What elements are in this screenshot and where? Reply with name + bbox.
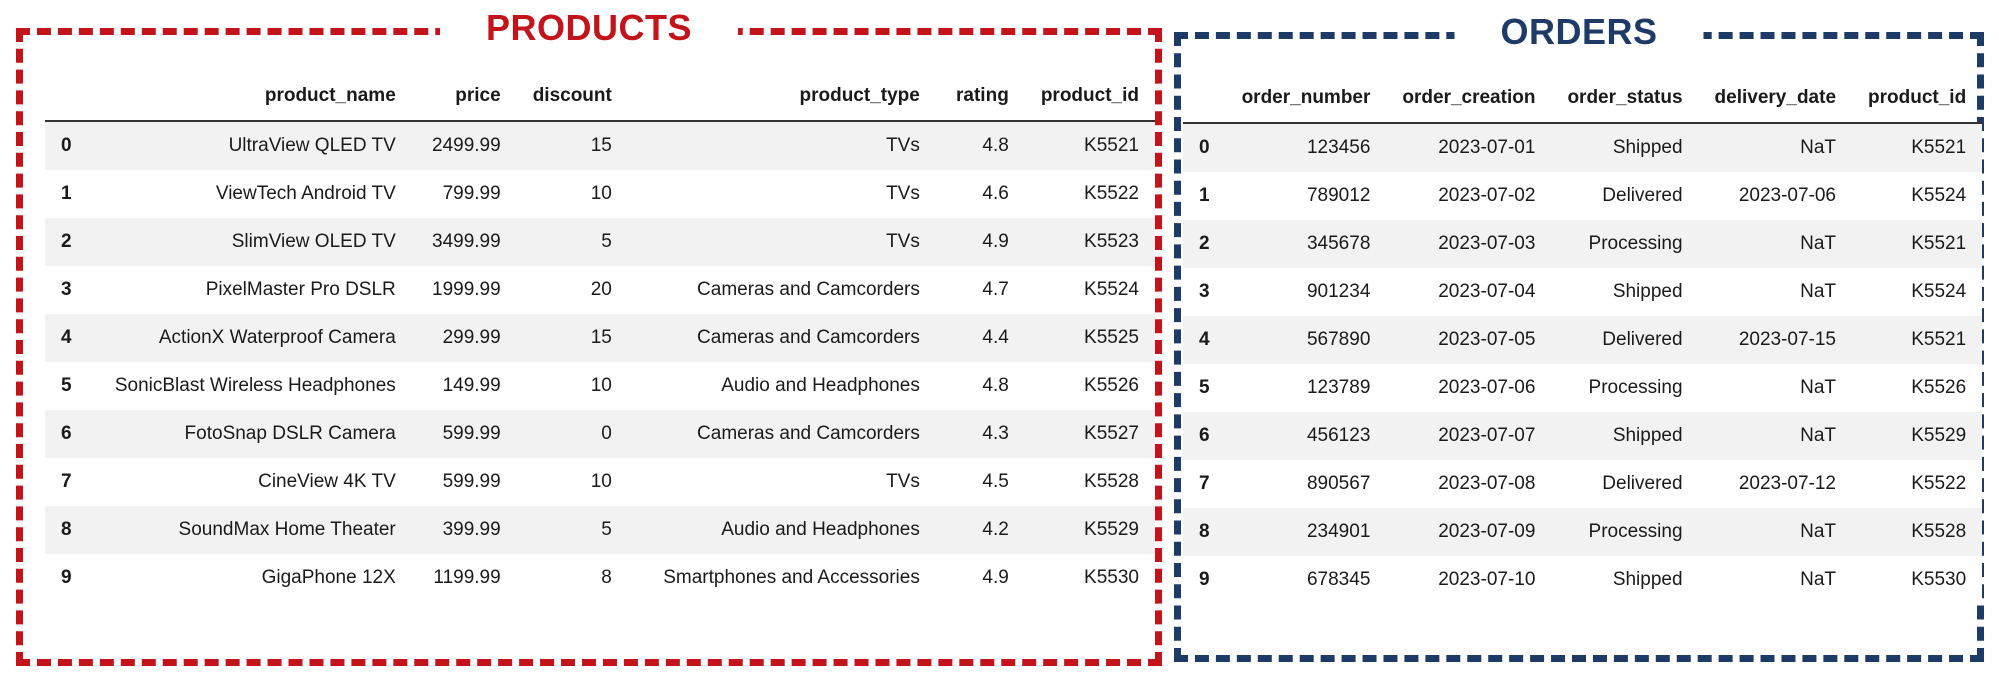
product_id-cell: K5527 xyxy=(1084,423,1139,444)
product_id-cell: K5528 xyxy=(1911,521,1967,542)
rating-cell: 4.8 xyxy=(982,375,1009,396)
product_id-cell: K5522 xyxy=(1084,183,1139,204)
delivery_date-cell: NaT xyxy=(1800,233,1837,254)
delivery_date-cell: NaT xyxy=(1800,137,1837,158)
order_status-cell: Delivered xyxy=(1602,329,1683,350)
product_id-cell: K5521 xyxy=(1911,137,1967,158)
products-panel-title: PRODUCTS xyxy=(440,7,738,49)
product_name-cell: PixelMaster Pro DSLR xyxy=(205,279,396,300)
discount-cell: 15 xyxy=(590,135,612,156)
product_type-cell: Audio and Headphones xyxy=(721,375,920,396)
order_status-cell: Delivered xyxy=(1602,185,1683,206)
discount-cell: 10 xyxy=(590,183,612,204)
price-cell: 799.99 xyxy=(442,183,501,204)
product_id-cell: K5526 xyxy=(1084,375,1139,396)
table-row xyxy=(1183,460,1982,508)
delivery_date-cell: 2023-07-15 xyxy=(1738,329,1837,350)
products-table xyxy=(45,75,1155,602)
product_id-cell: K5521 xyxy=(1911,233,1967,254)
price-cell: 3499.99 xyxy=(432,231,501,252)
product_type-cell: TVs xyxy=(886,183,920,204)
row-index: 5 xyxy=(61,375,72,396)
rating-cell: 4.9 xyxy=(982,231,1009,252)
order_status-cell: Delivered xyxy=(1602,473,1683,494)
row-index: 2 xyxy=(61,231,72,252)
row-index: 8 xyxy=(61,519,72,540)
order_creation-cell: 2023-07-06 xyxy=(1438,377,1536,398)
product_type-cell: TVs xyxy=(886,471,920,492)
order_status-cell: Processing xyxy=(1588,521,1683,542)
order_creation-cell: 2023-07-10 xyxy=(1438,569,1536,590)
table-row xyxy=(45,314,1155,362)
order_status-cell: Shipped xyxy=(1612,425,1683,446)
table-row xyxy=(45,170,1155,218)
row-index: 4 xyxy=(61,327,72,348)
table-row xyxy=(1183,172,1982,220)
table-row xyxy=(45,506,1155,554)
order_status-cell: Shipped xyxy=(1612,137,1683,158)
row-index: 9 xyxy=(61,567,72,588)
index-header xyxy=(1183,77,1226,123)
product_name-cell: GigaPhone 12X xyxy=(261,567,396,588)
header-row xyxy=(1183,77,1982,123)
product_type-cell: Cameras and Camcorders xyxy=(697,423,920,444)
order_creation-cell: 2023-07-03 xyxy=(1438,233,1536,254)
rating-cell: 4.9 xyxy=(982,567,1009,588)
price-cell: 2499.99 xyxy=(432,135,501,156)
row-index: 2 xyxy=(1199,233,1210,254)
row-index: 3 xyxy=(61,279,72,300)
product_id-cell: K5521 xyxy=(1084,135,1139,156)
table-row xyxy=(45,218,1155,266)
product_name-cell: UltraView QLED TV xyxy=(228,135,396,156)
price-cell: 399.99 xyxy=(442,519,501,540)
product_name-cell: ViewTech Android TV xyxy=(215,183,396,204)
product_type-cell: Cameras and Camcorders xyxy=(697,327,920,348)
row-index: 6 xyxy=(61,423,72,444)
table-row xyxy=(1183,508,1982,556)
rating-cell: 4.8 xyxy=(982,135,1009,156)
table-row xyxy=(45,410,1155,458)
row-index: 3 xyxy=(1199,281,1210,302)
table-row xyxy=(1183,556,1982,604)
column-header-product_name: product_name xyxy=(99,75,412,121)
table-row xyxy=(45,121,1155,170)
row-index: 9 xyxy=(1199,569,1210,590)
product_name-cell: SlimView OLED TV xyxy=(231,231,396,252)
table-row xyxy=(1183,220,1982,268)
product_type-cell: Cameras and Camcorders xyxy=(697,279,920,300)
table-row xyxy=(45,266,1155,314)
rating-cell: 4.6 xyxy=(982,183,1009,204)
product_name-cell: FotoSnap DSLR Camera xyxy=(184,423,396,444)
product_id-cell: K5524 xyxy=(1084,279,1139,300)
header-row xyxy=(45,75,1155,121)
orders-table xyxy=(1183,77,1982,604)
product_id-cell: K5523 xyxy=(1084,231,1139,252)
product_type-cell: Audio and Headphones xyxy=(721,519,920,540)
product_id-cell: K5524 xyxy=(1911,185,1967,206)
rating-cell: 4.4 xyxy=(982,327,1009,348)
column-header-order_number: order_number xyxy=(1226,77,1387,123)
row-index: 7 xyxy=(1199,473,1210,494)
order_number-cell: 456123 xyxy=(1306,425,1371,446)
row-index: 5 xyxy=(1199,377,1210,398)
order_creation-cell: 2023-07-09 xyxy=(1438,521,1536,542)
order_status-cell: Processing xyxy=(1588,377,1683,398)
discount-cell: 0 xyxy=(601,423,612,444)
order_number-cell: 234901 xyxy=(1306,521,1371,542)
delivery_date-cell: 2023-07-12 xyxy=(1738,473,1837,494)
product_id-cell: K5530 xyxy=(1084,567,1139,588)
price-cell: 1199.99 xyxy=(433,567,501,588)
order_number-cell: 123456 xyxy=(1306,137,1371,158)
discount-cell: 15 xyxy=(590,327,612,348)
column-header-product_id: product_id xyxy=(1852,77,1982,123)
order_creation-cell: 2023-07-04 xyxy=(1438,281,1536,302)
order_creation-cell: 2023-07-02 xyxy=(1438,185,1536,206)
row-index: 1 xyxy=(1199,185,1210,206)
discount-cell: 5 xyxy=(601,231,612,252)
order_status-cell: Shipped xyxy=(1612,281,1683,302)
products-panel xyxy=(16,7,1162,666)
discount-cell: 5 xyxy=(601,519,612,540)
row-index: 7 xyxy=(61,471,72,492)
product_id-cell: K5525 xyxy=(1084,327,1139,348)
row-index: 6 xyxy=(1199,425,1210,446)
order_creation-cell: 2023-07-05 xyxy=(1438,329,1536,350)
column-header-rating: rating xyxy=(936,75,1025,121)
order_status-cell: Processing xyxy=(1588,233,1683,254)
row-index: 0 xyxy=(1199,137,1210,158)
discount-cell: 8 xyxy=(601,567,612,588)
delivery_date-cell: NaT xyxy=(1800,377,1837,398)
delivery_date-cell: NaT xyxy=(1800,281,1837,302)
column-header-product_id: product_id xyxy=(1025,75,1155,121)
table-row xyxy=(45,458,1155,506)
product_name-cell: ActionX Waterproof Camera xyxy=(158,327,396,348)
price-cell: 1999.99 xyxy=(432,279,501,300)
order_number-cell: 901234 xyxy=(1306,281,1371,302)
product_type-cell: TVs xyxy=(886,231,920,252)
product_name-cell: SonicBlast Wireless Headphones xyxy=(114,375,396,396)
rating-cell: 4.7 xyxy=(982,279,1009,300)
table-row xyxy=(45,554,1155,602)
product_type-cell: TVs xyxy=(886,135,920,156)
product_id-cell: K5528 xyxy=(1084,471,1139,492)
column-header-order_creation: order_creation xyxy=(1386,77,1551,123)
delivery_date-cell: NaT xyxy=(1800,425,1837,446)
table-row xyxy=(1183,412,1982,460)
product_id-cell: K5529 xyxy=(1084,519,1139,540)
table-row xyxy=(1183,123,1982,172)
table-row xyxy=(1183,364,1982,412)
order_number-cell: 567890 xyxy=(1306,329,1371,350)
product_id-cell: K5530 xyxy=(1911,569,1967,590)
rating-cell: 4.5 xyxy=(982,471,1009,492)
price-cell: 149.99 xyxy=(442,375,501,396)
discount-cell: 10 xyxy=(590,471,612,492)
column-header-product_type: product_type xyxy=(628,75,936,121)
product_name-cell: CineView 4K TV xyxy=(258,471,396,492)
table-row xyxy=(1183,316,1982,364)
table-row xyxy=(1183,268,1982,316)
row-index: 4 xyxy=(1199,329,1210,350)
price-cell: 599.99 xyxy=(442,423,501,444)
row-index: 0 xyxy=(61,135,72,156)
rating-cell: 4.2 xyxy=(982,519,1009,540)
orders-panel-title: ORDERS xyxy=(1454,11,1703,53)
product_id-cell: K5522 xyxy=(1911,473,1967,494)
row-index: 8 xyxy=(1199,521,1210,542)
order_number-cell: 123789 xyxy=(1306,377,1371,398)
price-cell: 299.99 xyxy=(442,327,501,348)
order_number-cell: 678345 xyxy=(1306,569,1371,590)
order_number-cell: 789012 xyxy=(1306,185,1371,206)
column-header-discount: discount xyxy=(517,75,628,121)
order_status-cell: Shipped xyxy=(1612,569,1683,590)
column-header-order_status: order_status xyxy=(1551,77,1698,123)
product_id-cell: K5526 xyxy=(1911,377,1967,398)
delivery_date-cell: NaT xyxy=(1800,569,1837,590)
product_id-cell: K5529 xyxy=(1911,425,1967,446)
discount-cell: 10 xyxy=(590,375,612,396)
order_creation-cell: 2023-07-07 xyxy=(1438,425,1536,446)
product_name-cell: SoundMax Home Theater xyxy=(178,519,396,540)
product_id-cell: K5524 xyxy=(1911,281,1967,302)
row-index: 1 xyxy=(61,183,72,204)
discount-cell: 20 xyxy=(590,279,612,300)
delivery_date-cell: 2023-07-06 xyxy=(1738,185,1837,206)
price-cell: 599.99 xyxy=(442,471,501,492)
table-row xyxy=(45,362,1155,410)
order_number-cell: 345678 xyxy=(1306,233,1371,254)
orders-panel xyxy=(1174,11,1984,662)
order_creation-cell: 2023-07-01 xyxy=(1438,137,1536,158)
column-header-price: price xyxy=(412,75,517,121)
column-header-delivery_date: delivery_date xyxy=(1699,77,1852,123)
delivery_date-cell: NaT xyxy=(1800,521,1837,542)
product_type-cell: Smartphones and Accessories xyxy=(663,567,920,588)
order_creation-cell: 2023-07-08 xyxy=(1438,473,1536,494)
order_number-cell: 890567 xyxy=(1306,473,1371,494)
rating-cell: 4.3 xyxy=(982,423,1009,444)
product_id-cell: K5521 xyxy=(1911,329,1967,350)
index-header xyxy=(45,75,99,121)
